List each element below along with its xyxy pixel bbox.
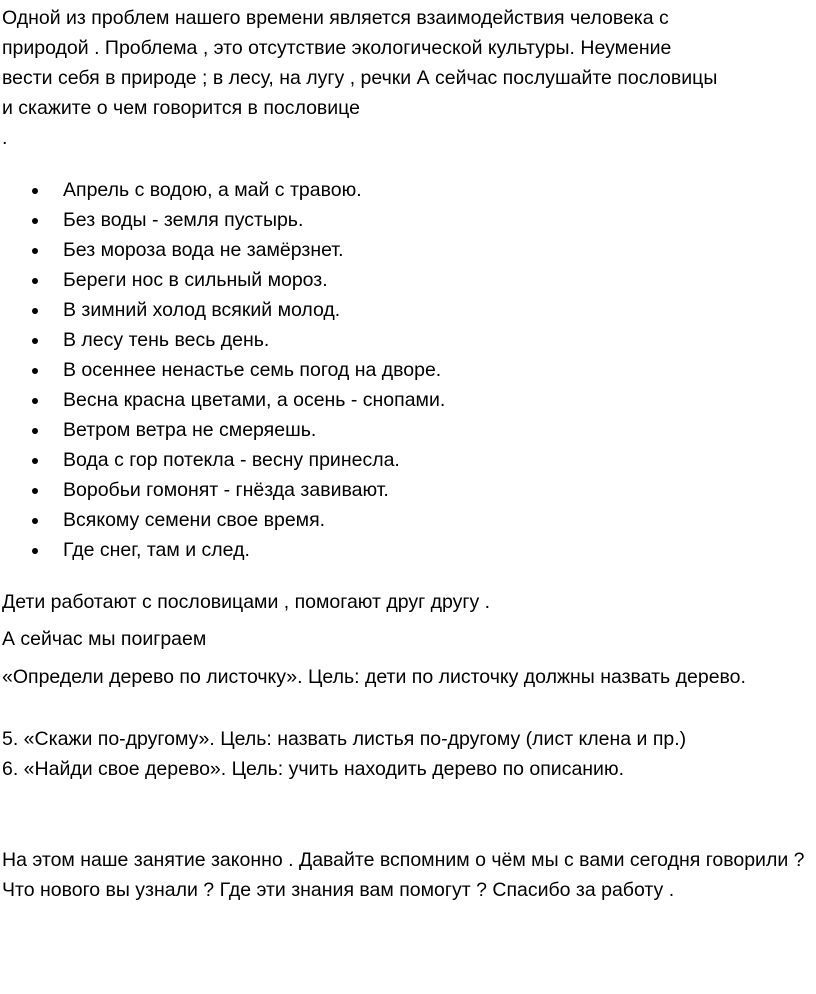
list-item bbox=[0, 445, 445, 475]
proverb-text: Где снег, там и след. bbox=[63, 539, 250, 561]
intro-paragraph bbox=[2, 3, 814, 153]
list-item bbox=[0, 415, 445, 445]
list-item bbox=[0, 355, 445, 385]
intro-line: природой . Проблема , это отсутствие экологической культуры. Неумение bbox=[2, 37, 672, 59]
bullet-icon bbox=[32, 278, 38, 284]
bullet-icon bbox=[32, 188, 38, 194]
proverb-text: Всякому семени свое время. bbox=[63, 509, 326, 531]
list-item bbox=[0, 475, 445, 505]
proverb-text: Воробьи гомонят - гнёзда завивают. bbox=[63, 479, 389, 501]
proverb-text: В осеннее ненастье семь погод на дворе. bbox=[63, 359, 442, 381]
intro-line: вести себя в природе ; в лесу, на лугу , речки А сейчас послушайте пословицы bbox=[2, 67, 718, 89]
list-item bbox=[0, 295, 445, 325]
proverb-text: Береги нос в сильный мороз. bbox=[63, 269, 328, 291]
proverb-text: Без мороза вода не замёрзнет. bbox=[63, 239, 344, 261]
list-item bbox=[0, 325, 445, 355]
proverb-text: В лесу тень весь день. bbox=[63, 329, 270, 351]
game-item-6: 6. «Найди свое дерево». Цель: учить находить дерево по описанию. bbox=[2, 758, 624, 780]
bullet-icon bbox=[32, 218, 38, 224]
game-item-5: 5. «Скажи по-другому». Цель: назвать листья по-другому (лист клена и пр.) bbox=[2, 728, 687, 750]
children-work-paragraph: Дети работают с пословицами , помогают друг другу . bbox=[2, 591, 491, 613]
leaf-game-paragraph: «Определи дерево по листочку». Цель: дети по листочку должны назвать дерево. bbox=[2, 666, 746, 688]
bullet-icon bbox=[32, 338, 38, 344]
list-item bbox=[0, 205, 445, 235]
bullet-icon bbox=[32, 488, 38, 494]
closing-paragraph: На этом наше занятие законно . Давайте вспомним о чём мы с вами сегодня говорили ? Что нового вы узнали ? Где эти знания вам помогут ? Спасибо за работу . bbox=[2, 849, 805, 901]
proverb-text: Ветром ветра не смеряешь. bbox=[63, 419, 317, 441]
intro-line: Одной из проблем нашего времени является взаимодействия человека с bbox=[2, 7, 669, 29]
list-item bbox=[0, 385, 445, 415]
proverb-text: В зимний холод всякий молод. bbox=[63, 299, 341, 321]
bullet-icon bbox=[32, 248, 38, 254]
list-item bbox=[0, 265, 445, 295]
list-item bbox=[0, 535, 445, 565]
bullet-icon bbox=[32, 308, 38, 314]
proverb-text: Вода с гор потекла - весну принесла. bbox=[63, 449, 400, 471]
bullet-icon bbox=[32, 428, 38, 434]
proverb-text: Апрель с водою, а май с травою. bbox=[63, 179, 362, 201]
bullet-icon bbox=[32, 368, 38, 374]
proverb-text: Весна красна цветами, а осень - снопами. bbox=[63, 389, 446, 411]
game-intro-paragraph: А сейчас мы поиграем bbox=[2, 628, 207, 650]
bullet-icon bbox=[32, 548, 38, 554]
list-item bbox=[0, 235, 445, 265]
bullet-icon bbox=[32, 458, 38, 464]
intro-line: . bbox=[2, 127, 8, 149]
bullet-icon bbox=[32, 398, 38, 404]
proverb-text: Без воды - земля пустырь. bbox=[63, 209, 304, 231]
bullet-icon bbox=[32, 518, 38, 524]
proverb-list bbox=[0, 175, 445, 565]
list-item bbox=[0, 505, 445, 535]
intro-line: и скажите о чем говорится в пословице bbox=[2, 97, 360, 119]
list-item bbox=[0, 175, 445, 205]
